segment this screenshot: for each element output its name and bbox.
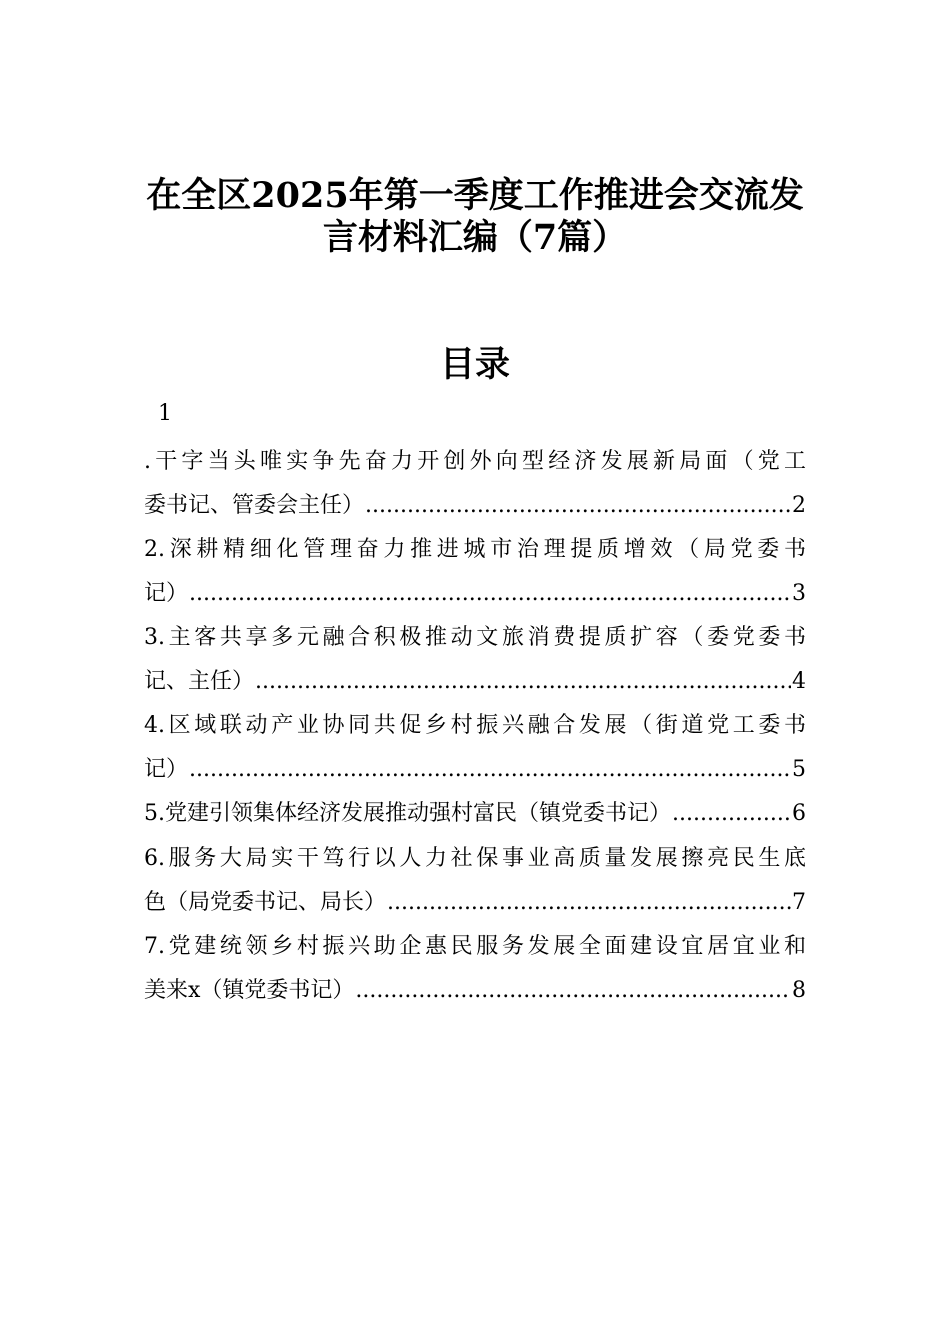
toc-entry-text-line1: 6.服务大局实干笃行以人力社保事业高质量发展擦亮民生底 xyxy=(144,846,806,871)
toc-page-number: 4 xyxy=(792,669,806,694)
toc-entry-text-line2: 记） xyxy=(144,581,189,606)
toc-leader-dots xyxy=(365,484,791,528)
toc-entry-7[interactable] xyxy=(144,925,806,1013)
toc-leader-dots xyxy=(672,792,791,836)
toc-page-number: 3 xyxy=(792,581,806,606)
toc-page-number: 7 xyxy=(792,890,806,915)
toc-entry-text-line1: 3.主客共享多元融合积极推动文旅消费提质扩容（委党委书 xyxy=(144,625,806,650)
toc-leader-dots xyxy=(387,881,791,925)
toc-entry-text-line1: 2.深耕精细化管理奋力推进城市治理提质增效（局党委书 xyxy=(144,537,806,562)
toc-leader-dots xyxy=(189,572,791,616)
table-of-contents xyxy=(144,440,806,1013)
toc-page-number: 2 xyxy=(792,493,806,518)
toc-entry-text-line1: 7.党建统领乡村振兴助企惠民服务发展全面建设宜居宜业和 xyxy=(144,934,806,959)
toc-entry-2[interactable] xyxy=(144,528,806,616)
toc-entry-text-line2: 记） xyxy=(144,757,189,782)
toc-entry-1[interactable] xyxy=(144,440,806,528)
toc-entry-6[interactable] xyxy=(144,837,806,925)
toc-entry-text-line2: 记、主任） xyxy=(144,669,255,694)
toc-page-number: 6 xyxy=(792,801,806,826)
toc-stray-number: 1 xyxy=(158,401,172,426)
toc-entry-5[interactable] xyxy=(144,792,806,837)
toc-leader-dots xyxy=(189,748,791,792)
document-title-line-2: 言材料汇编（7篇） xyxy=(322,217,628,258)
document-title-line-1: 在全区2025年第一季度工作推进会交流发 xyxy=(146,175,804,216)
toc-entry-text-line2: 美来x（镇党委书记） xyxy=(144,978,355,1003)
toc-leader-dots xyxy=(355,969,791,1013)
toc-entry-text-line2: 委书记、管委会主任） xyxy=(144,493,365,518)
toc-entry-3[interactable] xyxy=(144,616,806,704)
toc-entry-text-line2: 色（局党委书记、局长） xyxy=(144,890,387,915)
toc-entry-4[interactable] xyxy=(144,704,806,792)
toc-entry-text-line1: 4.区域联动产业协同共促乡村振兴融合发展（街道党工委书 xyxy=(144,713,806,738)
toc-page-number: 5 xyxy=(792,757,806,782)
toc-leader-dots xyxy=(255,660,791,704)
toc-page-number: 8 xyxy=(792,978,806,1003)
toc-entry-text-line1: .干字当头唯实争先奋力开创外向型经济发展新局面（党工 xyxy=(144,449,806,474)
toc-entry-text-line1: 5.党建引领集体经济发展推动强村富民（镇党委书记） xyxy=(144,801,671,826)
toc-heading: 目录 xyxy=(439,344,510,385)
